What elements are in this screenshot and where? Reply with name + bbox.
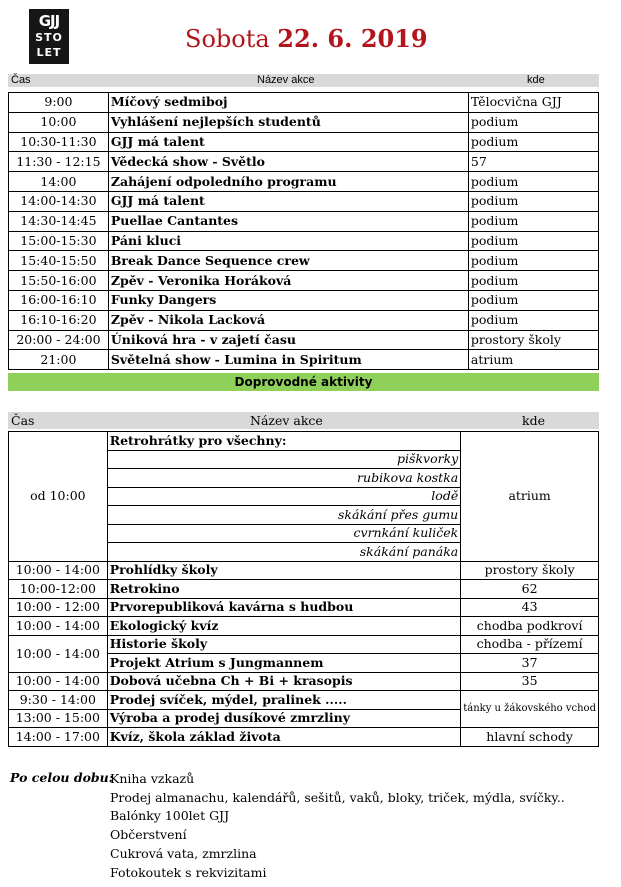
title-day: Sobota — [185, 25, 270, 53]
act-time: 10:00-12:00 — [9, 580, 108, 599]
main-place: prostory školy — [468, 330, 598, 350]
act-name: Dobová učebna Ch + Bi + krasopis — [107, 672, 461, 691]
retro-sub: skákání panáka — [107, 543, 461, 562]
logo-line-1: GJJ — [38, 12, 60, 30]
header-place: kde — [522, 413, 545, 428]
all-day-list — [110, 770, 565, 882]
retro-sub: skákání přes gumu — [107, 506, 461, 525]
table-row — [9, 152, 599, 172]
act-place: 35 — [461, 672, 599, 691]
table-row — [9, 432, 599, 451]
table-row — [9, 290, 599, 310]
main-name: Zpěv - Nikola Lacková — [108, 310, 468, 330]
act-time: 14:00 - 17:00 — [9, 728, 108, 747]
logo-line-2: STO — [35, 31, 63, 44]
main-time: 15:00-15:30 — [9, 231, 109, 251]
main-place: podium — [468, 172, 598, 192]
table-row — [9, 691, 599, 710]
table-row — [9, 231, 599, 251]
main-place: podium — [468, 211, 598, 231]
main-time: 11:30 - 12:15 — [9, 152, 109, 172]
act-place: prostory školy — [461, 561, 599, 580]
atrium-project-name: Projekt Atrium s Jungmannem — [107, 654, 461, 673]
main-time: 14:00-14:30 — [9, 191, 109, 211]
main-time: 10:00 — [9, 112, 109, 132]
main-name: Páni kluci — [108, 231, 468, 251]
main-place: podium — [468, 112, 598, 132]
table-row — [9, 251, 599, 271]
main-place: atrium — [468, 350, 598, 370]
table-row — [9, 132, 599, 152]
retro-name: Retrohrátky pro všechny: — [107, 432, 461, 451]
logo-line-3: LET — [36, 46, 62, 59]
sales-time: 9:30 - 14:00 — [9, 691, 108, 710]
main-time: 15:50-16:00 — [9, 271, 109, 291]
main-time: 20:00 - 24:00 — [9, 330, 109, 350]
sales-time: 13:00 - 15:00 — [9, 709, 108, 728]
main-time: 16:10-16:20 — [9, 310, 109, 330]
table-row — [9, 598, 599, 617]
act-name: Prohlídky školy — [107, 561, 461, 580]
table-row — [9, 271, 599, 291]
list-item: Kniha vzkazů — [110, 771, 195, 786]
act-time: 10:00 - 14:00 — [9, 617, 108, 636]
header-name: Název akce — [257, 74, 315, 86]
history-name: Historie školy — [107, 635, 461, 654]
main-time: 10:30-11:30 — [9, 132, 109, 152]
table-row — [9, 172, 599, 192]
list-item: Prodej almanachu, kalendářů, sešitů, vaků, bloky, triček, mýdla, svíčky.. — [110, 789, 565, 805]
main-time: 15:40-15:50 — [9, 251, 109, 271]
header-place: kde — [527, 74, 545, 86]
main-name: GJJ má talent — [108, 191, 468, 211]
retro-sub: piškvorky — [107, 450, 461, 469]
main-name: Puellae Cantantes — [108, 211, 468, 231]
main-name: Funky Dangers — [108, 290, 468, 310]
table-row — [9, 191, 599, 211]
main-name: Úniková hra - v zajetí času — [108, 330, 468, 350]
main-time: 21:00 — [9, 350, 109, 370]
act-place: hlavní schody — [461, 728, 599, 747]
acts-table-header — [8, 412, 599, 429]
act-name: Retrokino — [107, 580, 461, 599]
main-place: Tělocvična GJJ — [468, 93, 598, 113]
table-row — [9, 635, 599, 654]
main-name: Break Dance Sequence crew — [108, 251, 468, 271]
sales-place: tánky u žákovského vchod — [461, 691, 599, 728]
table-row — [9, 93, 599, 113]
table-row — [9, 350, 599, 370]
main-place: podium — [468, 251, 598, 271]
table-row — [9, 580, 599, 599]
main-table-header — [8, 74, 599, 87]
title-date: 22. 6. 2019 — [277, 24, 428, 53]
act-name: Prvorepubliková kavárna s hudbou — [107, 598, 461, 617]
act-place: 43 — [461, 598, 599, 617]
list-item: Cukrová vata, zmrzlina — [110, 845, 257, 861]
main-schedule-table — [8, 92, 599, 370]
main-name: Zahájení odpoledního programu — [108, 172, 468, 192]
main-time: 14:00 — [9, 172, 109, 192]
table-row — [9, 211, 599, 231]
list-item: Fotokoutek s rekvizitami — [110, 864, 267, 880]
header-name: Název akce — [250, 413, 323, 428]
main-place: 57 — [468, 152, 598, 172]
main-place: podium — [468, 191, 598, 211]
retro-sub: lodě — [107, 487, 461, 506]
act-time: 10:00 - 14:00 — [9, 561, 108, 580]
retro-place: atrium — [461, 432, 599, 562]
history-time: 10:00 - 14:00 — [9, 635, 108, 672]
main-name: Vyhlášení nejlepších studentů — [108, 112, 468, 132]
retro-sub: cvrnkání kuliček — [107, 524, 461, 543]
list-item: Balónky 100let GJJ — [110, 808, 230, 824]
main-name: GJJ má talent — [108, 132, 468, 152]
history-place: chodba - přízemí — [461, 635, 599, 654]
main-name: Zpěv - Veronika Horáková — [108, 271, 468, 291]
sales-name: Výroba a prodej dusíkové zmrzliny — [107, 709, 461, 728]
main-time: 14:30-14:45 — [9, 211, 109, 231]
retro-sub: rubikova kostka — [107, 469, 461, 488]
section-title: Doprovodné aktivity — [8, 373, 599, 391]
atrium-project-place: 37 — [461, 654, 599, 673]
table-row — [9, 728, 599, 747]
main-name: Vědecká show - Světlo — [108, 152, 468, 172]
act-name: Kvíz, škola základ života — [107, 728, 461, 747]
act-place: 62 — [461, 580, 599, 599]
list-item: Občerstvení — [110, 827, 187, 843]
table-row — [9, 330, 599, 350]
main-place: podium — [468, 231, 598, 251]
gjj-logo — [29, 9, 69, 64]
table-row — [9, 310, 599, 330]
header-time: Čas — [11, 413, 35, 428]
table-row — [9, 617, 599, 636]
main-name: Míčový sedmiboj — [108, 93, 468, 113]
act-place: chodba podkroví — [461, 617, 599, 636]
main-place: podium — [468, 132, 598, 152]
act-time: 10:00 - 12:00 — [9, 598, 108, 617]
act-name: Ekologický kvíz — [107, 617, 461, 636]
main-name: Světelná show - Lumina in Spiritum — [108, 350, 468, 370]
page-title — [185, 24, 428, 53]
main-place: podium — [468, 271, 598, 291]
activities-table — [8, 431, 599, 747]
all-day-label: Po celou dobu: — [10, 770, 114, 785]
table-row — [9, 561, 599, 580]
sales-name: Prodej svíček, mýdel, pralinek ..... — [107, 691, 461, 710]
header-time: Čas — [11, 74, 31, 86]
retro-time: od 10:00 — [9, 432, 108, 562]
main-time: 16:00-16:10 — [9, 290, 109, 310]
table-row — [9, 672, 599, 691]
main-place: podium — [468, 290, 598, 310]
table-row — [9, 112, 599, 132]
act-time: 10:00 - 14:00 — [9, 672, 108, 691]
main-place: podium — [468, 310, 598, 330]
main-time: 9:00 — [9, 93, 109, 113]
